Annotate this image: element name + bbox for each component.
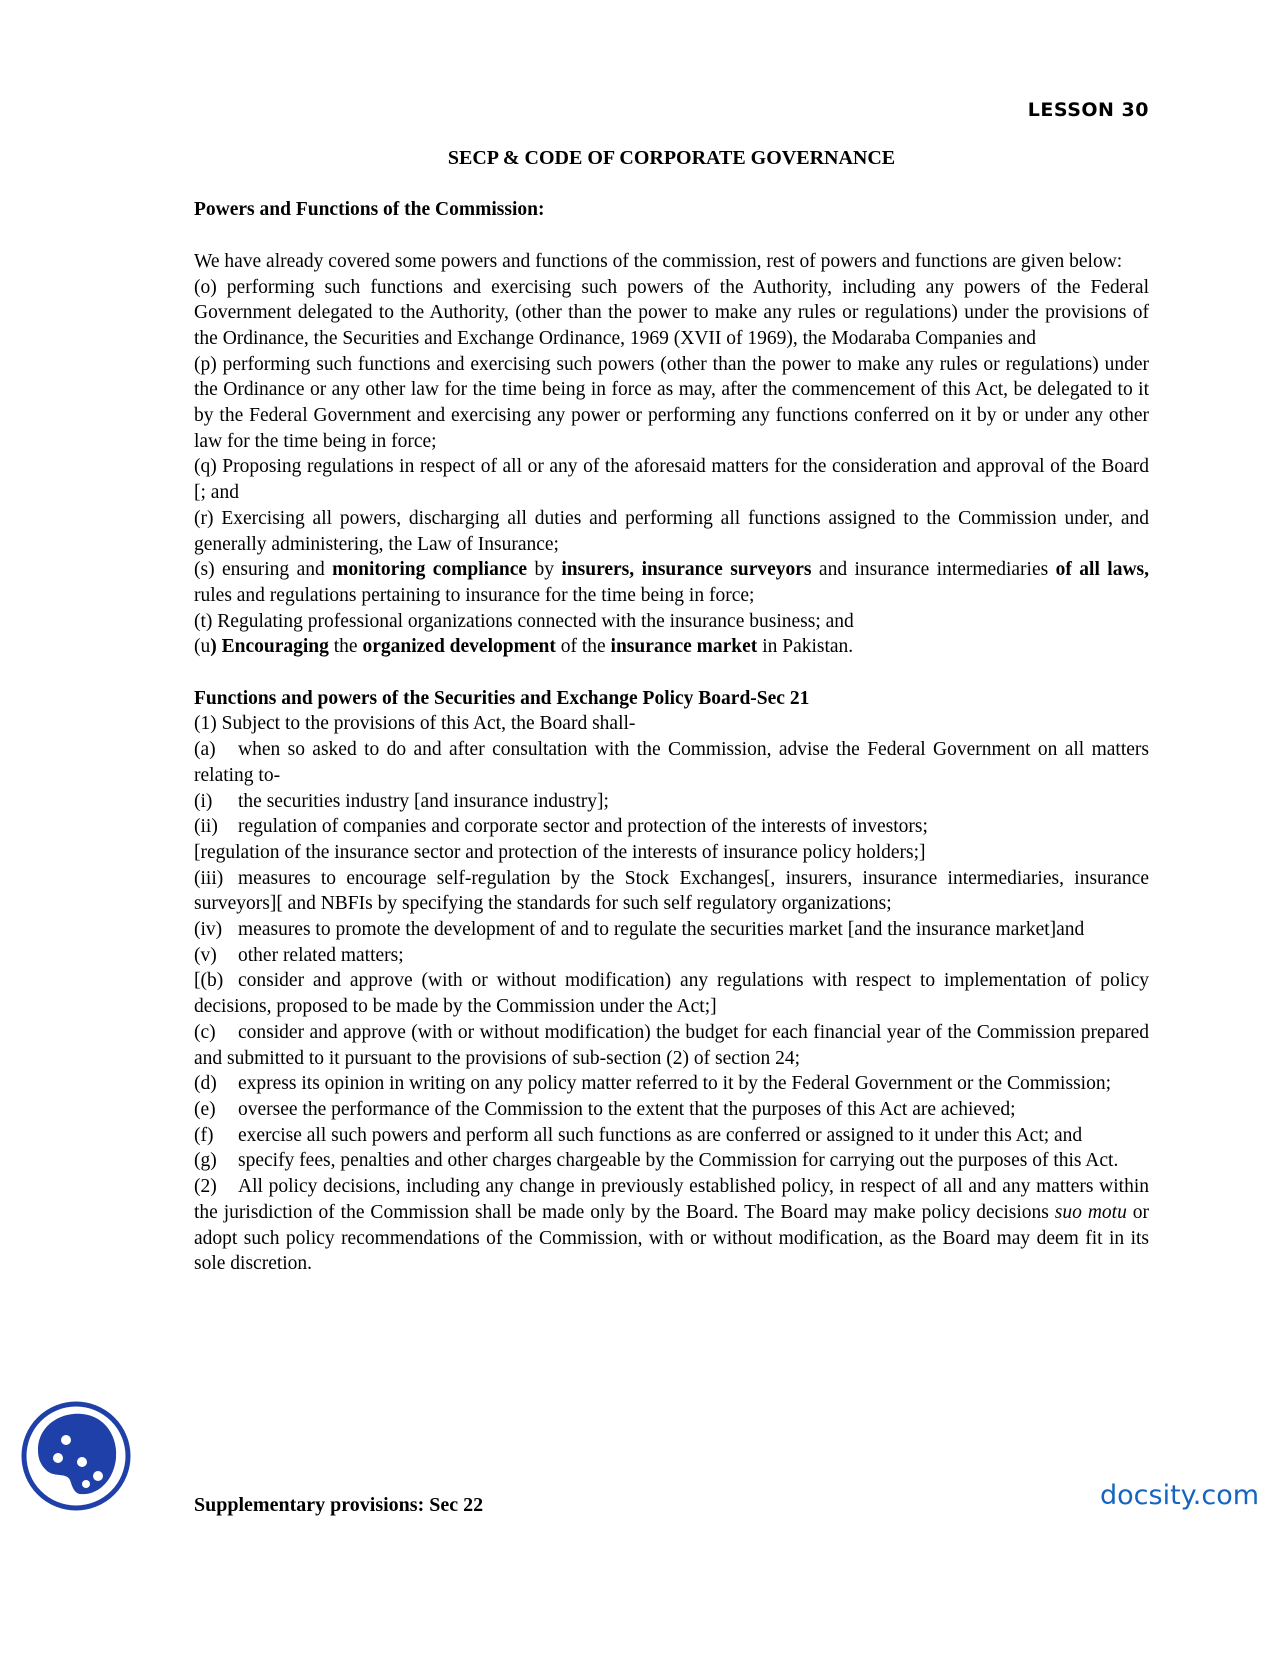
clause-s: (s) ensuring and monitoring compliance by insurers, insurance surveyors and insurance intermediaries of all laws, rules and regulations pertaining to insurance for the time being in force; <box>194 559 1150 606</box>
item-iv: (iv) measures to promote the development of and to regulate the securities market [and the insurance market]and <box>194 919 1085 941</box>
item-ii-insurance: [regulation of the insurance sector and protection of the interests of insurance policy holders;] <box>194 841 926 863</box>
item-g: (g) specify fees, penalties and other charges chargeable by the Commission for carrying out the purposes of this Act. <box>194 1150 1119 1172</box>
section-heading-supplementary: Supplementary provisions: Sec 22 <box>194 1494 484 1516</box>
item-i: (i) the securities industry [and insurance industry]; <box>194 790 609 812</box>
docsity-brand-link[interactable]: docsity.com <box>1100 1480 1260 1511</box>
item-b: [(b) consider and approve (with or without modification) any regulations with respect to implementation of policy decisions, proposed to be made by the Commission under the Act;] <box>194 970 1149 1018</box>
item-f: (f) exercise all such powers and perform all such functions as are conferred or assigned to it under this Act; and <box>194 1124 1083 1146</box>
clause-t: (t) Regulating professional organizations connected with the insurance business; and <box>194 610 854 632</box>
clause-u: (u) Encouraging the organized development of the insurance market in Pakistan. <box>194 636 854 658</box>
intro-paragraph: We have already covered some powers and functions of the commission, rest of powers and functions are given below: <box>194 250 1123 272</box>
item-d: (d) express its opinion in writing on any policy matter referred to it by the Federal Government or the Commission; <box>194 1073 1111 1095</box>
subsection-2: (2) All policy decisions, including any change in previously established policy, in respect of all and any matters within the jurisdiction of the Commission shall be made only by the Board. The Board may make policy decisions suo motu or adopt such policy recommendations of the Commission, with or without modification, as the Board may deem fit in its sole discretion. <box>194 1176 1150 1275</box>
clause-q: (q) Proposing regulations in respect of all or any of the aforesaid matters for the consideration and approval of the Board [; and <box>194 456 1149 504</box>
clause-o: (o) performing such functions and exercising such powers of the Authority, including any powers of the Federal Government delegated to the Authority, (other than the power to make any rules or regulations) under the provisions of the Ordinance, the Securities and Exchange Ordinance, 1969 (XVII of 1969), the Modaraba Companies and <box>194 276 1149 349</box>
document-page <box>194 98 1149 1277</box>
item-e: (e) oversee the performance of the Commission to the extent that the purposes of this Act are achieved; <box>194 1098 1016 1120</box>
subsection-1: (1) Subject to the provisions of this Act, the Board shall- <box>194 713 636 735</box>
clause-r: (r) Exercising all powers, discharging all duties and performing all functions assigned to the Commission under, and generally administering, the Law of Insurance; <box>194 507 1149 555</box>
lesson-number: LESSON 30 <box>1027 99 1149 121</box>
item-a: (a) when so asked to do and after consultation with the Commission, advise the Federal Government on all matters relating to- <box>194 739 1149 786</box>
clause-p: (p) performing such functions and exercising such powers (other than the power to make any rules or regulations) under the Ordinance or any other law for the time being in force as may, after the commencement of this Act, be delegated to it by the Federal Government and exercising any power or performing any functions conferred on it by or under any other law for the time being in force; <box>194 353 1149 452</box>
item-c: (c) consider and approve (with or without modification) the budget for each financial year of the Commission prepared and submitted to it pursuant to the provisions of sub-section (2) of section 24; <box>194 1021 1149 1069</box>
section-heading-powers: Powers and Functions of the Commission: <box>194 199 545 221</box>
item-ii: (ii) regulation of companies and corporate sector and protection of the interests of investors; <box>194 816 928 838</box>
item-v: (v) other related matters; <box>194 944 404 966</box>
section-heading-board: Functions and powers of the Securities and Exchange Policy Board-Sec 21 <box>194 687 810 709</box>
page-title: SECP & CODE OF CORPORATE GOVERNANCE <box>447 146 896 169</box>
docsity-logo-icon <box>20 1400 132 1512</box>
item-iii: (iii) measures to encourage self-regulation by the Stock Exchanges[, insurers, insurance intermediaries, insurance surveyors][ and NBFIs by specifying the standards for such self regulatory organizations; <box>194 867 1149 915</box>
